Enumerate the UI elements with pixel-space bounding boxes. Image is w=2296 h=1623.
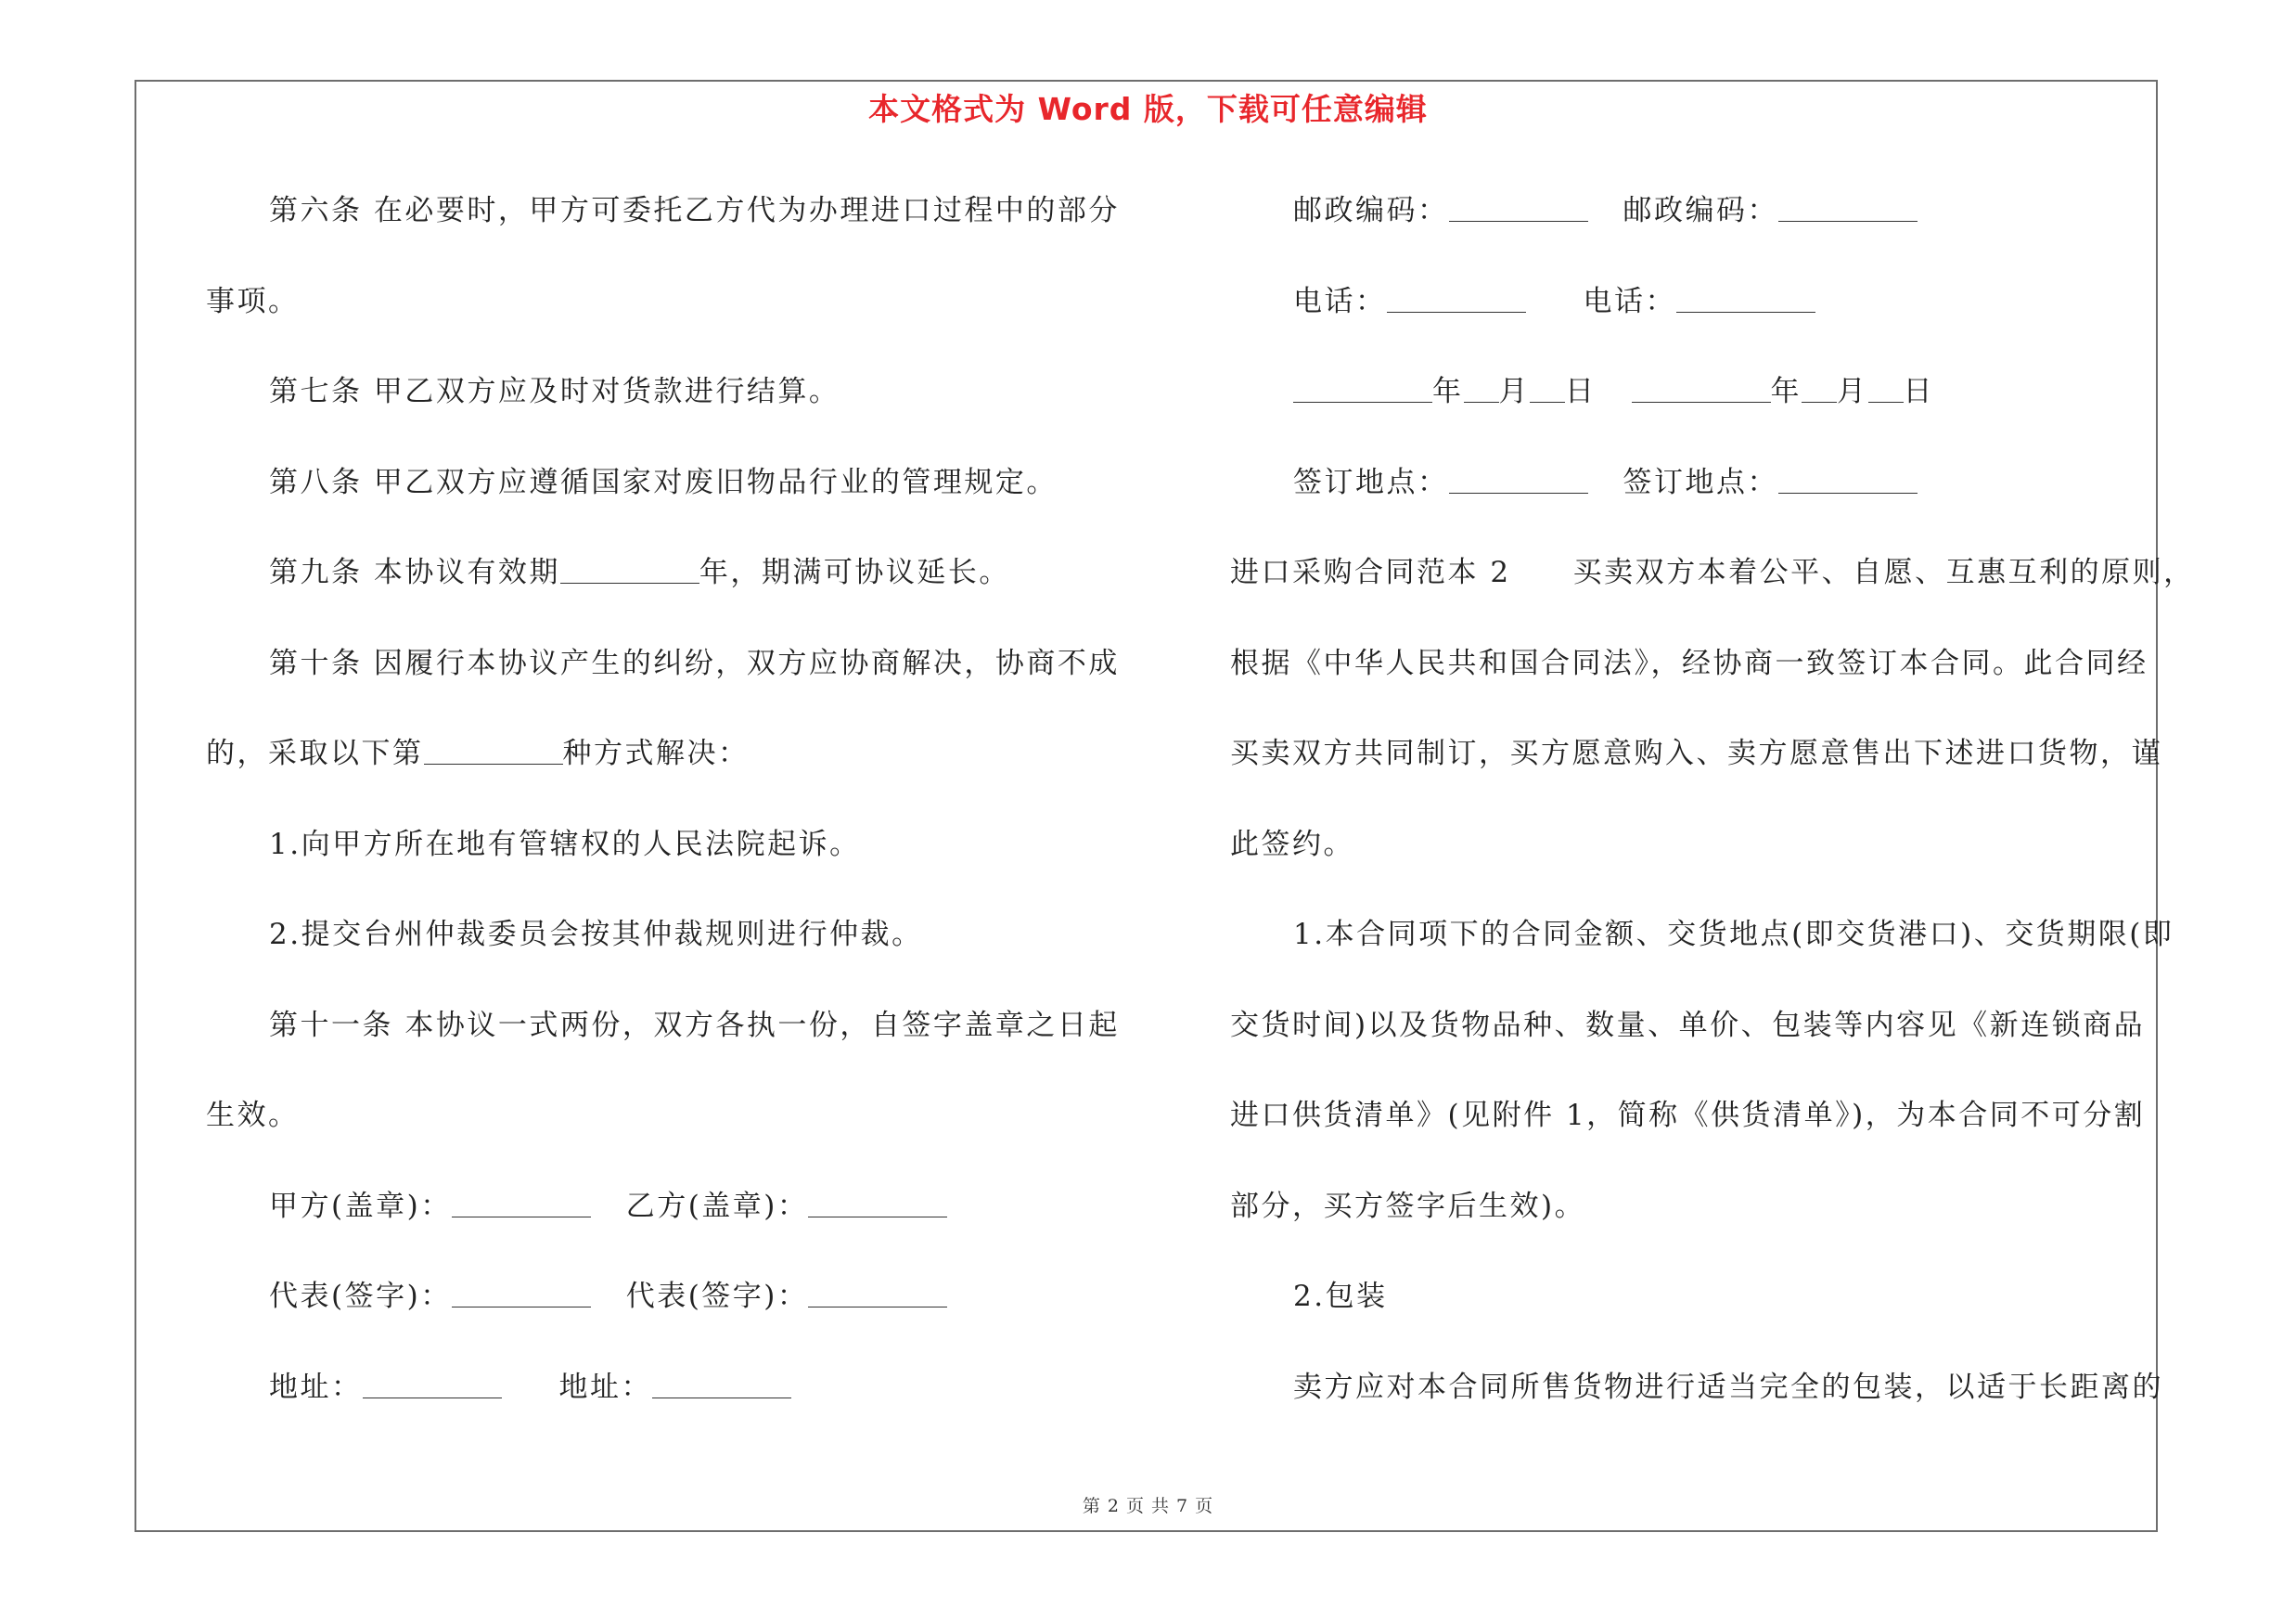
validity-years-blank[interactable] [560, 557, 699, 584]
date-row [1230, 362, 2158, 453]
clause-1-line-4: 部分，买方签字后生效)。 [1230, 1189, 1586, 1223]
date-b-month: 月 [1837, 375, 1868, 408]
postcode-b-label: 邮政编码： [1623, 194, 1778, 227]
article-11-line-2: 生效。 [206, 1099, 300, 1132]
representative-row [206, 1267, 1120, 1358]
contract-2-line-4: 此签约。 [1230, 827, 1354, 861]
phone-a-label: 电话： [1293, 284, 1387, 318]
place-b-blank[interactable] [1778, 467, 1918, 494]
rep-b-blank[interactable] [808, 1281, 947, 1307]
clause-1-line-2: 交货时间)以及货物品种、数量、单价、包装等内容见《新连锁商品 [1230, 1008, 2146, 1042]
contract-2-line-1: 进口采购合同范本 2 买卖双方本着公平、自愿、互惠互利的原则， [1230, 556, 2195, 589]
phone-row [1230, 272, 2158, 363]
phone-b-blank[interactable] [1676, 286, 1815, 313]
rep-b-label: 代表(签字)： [625, 1280, 809, 1313]
rep-a-blank[interactable] [452, 1281, 591, 1307]
postcode-a-label: 邮政编码： [1293, 194, 1449, 227]
contract-2-line-2: 根据《中华人民共和国合同法》，经协商一致签订本合同。此合同经 [1230, 646, 2148, 680]
clause-2-heading: 2.包装 [1293, 1280, 1388, 1313]
date-a-day-blank[interactable] [1530, 376, 1565, 403]
resolution-method-blank[interactable] [424, 738, 563, 765]
article-10-line-1: 第十条 因履行本协议产生的纠纷，双方应协商解决，协商不成 [269, 646, 1120, 680]
party-a-seal-blank[interactable] [452, 1191, 591, 1217]
phone-b-label: 电话： [1583, 284, 1676, 318]
article-10-text-b: 种方式解决： [562, 737, 750, 770]
date-a-year: 年 [1432, 375, 1464, 408]
clause-1-line-3: 进口供货清单》(见附件 1，简称《供货清单》)，为本合同不可分割 [1230, 1099, 2146, 1132]
clause-1-line-1: 1.本合同项下的合同金额、交货地点(即交货港口)、交货期限(即 [1293, 918, 2174, 951]
date-b-day-blank[interactable] [1868, 376, 1904, 403]
article-6-line-2: 事项。 [206, 284, 300, 318]
article-9 [206, 543, 1120, 634]
postcode-b-blank[interactable] [1778, 195, 1918, 222]
phone-a-blank[interactable] [1387, 286, 1526, 313]
place-a-blank[interactable] [1449, 467, 1588, 494]
addr-b-label: 地址： [558, 1370, 652, 1404]
addr-a-label: 地址： [269, 1370, 363, 1404]
date-b-day: 日 [1903, 375, 1934, 408]
date-a-year-blank[interactable] [1293, 376, 1432, 403]
article-6-line-1: 第六条 在必要时，甲方可委托乙方代为办理进口过程中的部分 [269, 194, 1120, 227]
right-column [1230, 181, 2195, 1448]
party-a-seal-label: 甲方(盖章)： [269, 1189, 452, 1223]
addr-a-blank[interactable] [363, 1372, 502, 1398]
date-a-day: 日 [1565, 375, 1597, 408]
article-10-text-a: 的，采取以下第 [206, 737, 424, 770]
article-11-line-1: 第十一条 本协议一式两份，双方各执一份，自签字盖章之日起 [269, 1008, 1120, 1042]
resolution-option-2: 2.提交台州仲裁委员会按其仲裁规则进行仲裁。 [269, 918, 923, 951]
page-number: 第 2 页 共 7 页 [1082, 1496, 1214, 1516]
article-9-text-b: 年，期满可协议延长。 [699, 556, 1010, 589]
postcode-row [1230, 181, 2158, 272]
resolution-option-1: 1.向甲方所在地有管辖权的人民法院起诉。 [269, 827, 861, 861]
article-10-line-2 [206, 724, 1120, 815]
signing-place-row [1230, 453, 2158, 544]
article-8: 第八条 甲乙双方应遵循国家对废旧物品行业的管理规定。 [269, 465, 1058, 499]
date-a-month: 月 [1498, 375, 1530, 408]
article-7: 第七条 甲乙双方应及时对货款进行结算。 [269, 375, 840, 408]
article-9-text-a: 第九条 本协议有效期 [269, 556, 560, 589]
date-a-month-blank[interactable] [1464, 376, 1499, 403]
seal-row [206, 1177, 1120, 1268]
place-a-label: 签订地点： [1293, 465, 1449, 499]
contract-2-line-3: 买卖双方共同制订，买方愿意购入、卖方愿意售出下述进口货物，谨 [1230, 737, 2162, 770]
party-b-seal-blank[interactable] [808, 1191, 947, 1217]
date-b-year-blank[interactable] [1632, 376, 1771, 403]
party-b-seal-label: 乙方(盖章)： [625, 1189, 809, 1223]
format-banner: 本文格式为 Word 版，下载可任意编辑 [868, 91, 1428, 127]
address-row [206, 1358, 1120, 1449]
clause-2-line-1: 卖方应对本合同所售货物进行适当完全的包装，以适于长距离的 [1293, 1370, 2163, 1404]
place-b-label: 签订地点： [1623, 465, 1778, 499]
rep-a-label: 代表(签字)： [269, 1280, 452, 1313]
addr-b-blank[interactable] [652, 1372, 791, 1398]
date-b-month-blank[interactable] [1802, 376, 1837, 403]
left-column [206, 181, 1120, 1448]
postcode-a-blank[interactable] [1449, 195, 1588, 222]
date-b-year: 年 [1770, 375, 1802, 408]
